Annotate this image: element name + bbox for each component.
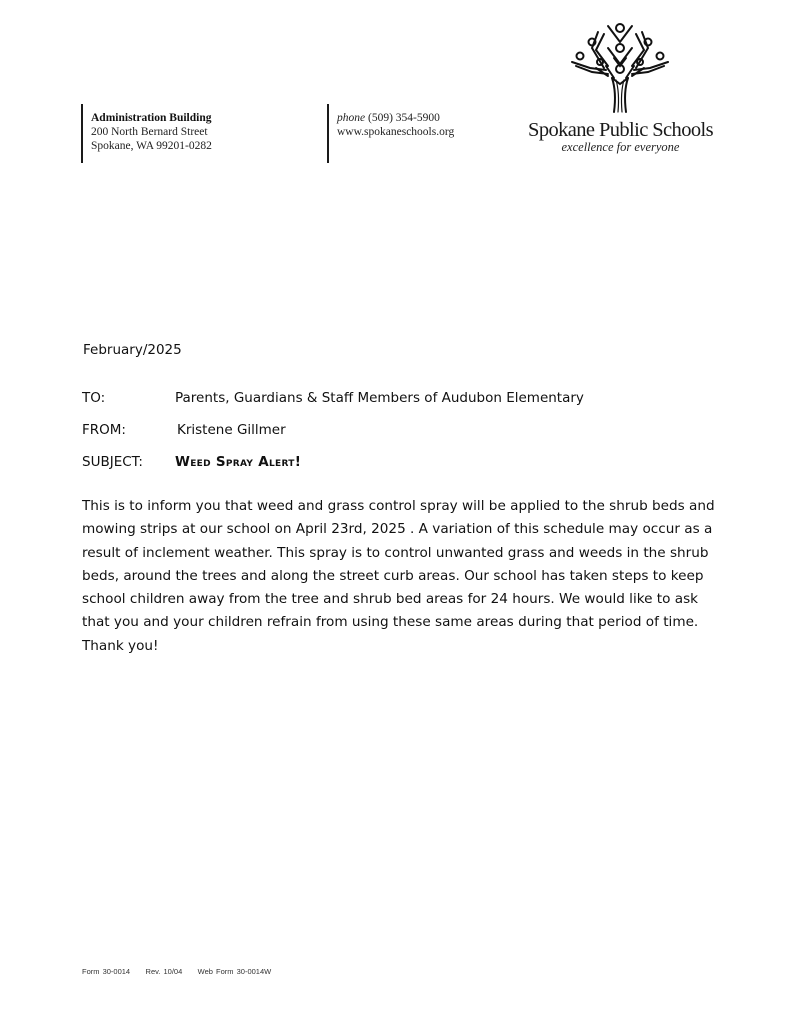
website: www.spokaneschools.org: [337, 126, 455, 138]
address-block: [91, 111, 212, 153]
to-label: TO:: [82, 390, 106, 406]
from-value: Kristene Gillmer: [177, 422, 286, 438]
district-name: Spokane Public Schools: [528, 119, 713, 141]
phone-number: (509) 354-5900: [367, 112, 440, 124]
address-street: 200 North Bernard Street: [91, 126, 208, 138]
subject-value: Weed Spray Alert!: [175, 454, 302, 470]
memo-date: February/2025: [83, 342, 182, 358]
address-divider-rule: [81, 104, 83, 163]
phone-label: phone: [337, 112, 366, 124]
address-title: Administration Building: [91, 112, 212, 124]
to-value: Parents, Guardians & Staff Members of Audubon Elementary: [175, 390, 584, 406]
contact-divider-rule: [327, 104, 329, 163]
district-logo: [528, 22, 718, 162]
form-footer: Form 30-0014 Rev. 10/04 Web Form 30-0014W: [82, 967, 272, 976]
subject-label: SUBJECT:: [82, 454, 143, 470]
contact-block: [337, 111, 454, 139]
memo-body-paragraph: This is to inform you that weed and grass control spray will be applied to the shrub beds and mowing strips at our school on April 23rd, 2025 . A variation of this schedule may occur as a result of inclement weather. This spray is to control unwanted grass and weeds in the shrub beds, around the trees and along the street curb areas. Our school has taken steps to keep school children away from the tree and shrub bed areas for 24 hours. We would like to ask that you and your children refrain from using these same areas during that period of time. Thank you!: [82, 498, 715, 654]
district-tagline: excellence for everyone: [561, 140, 680, 154]
memo-body: [82, 495, 722, 658]
tree-of-people-icon: [568, 22, 673, 114]
address-city: Spokane, WA 99201-0282: [91, 140, 212, 152]
from-label: FROM:: [82, 422, 126, 438]
